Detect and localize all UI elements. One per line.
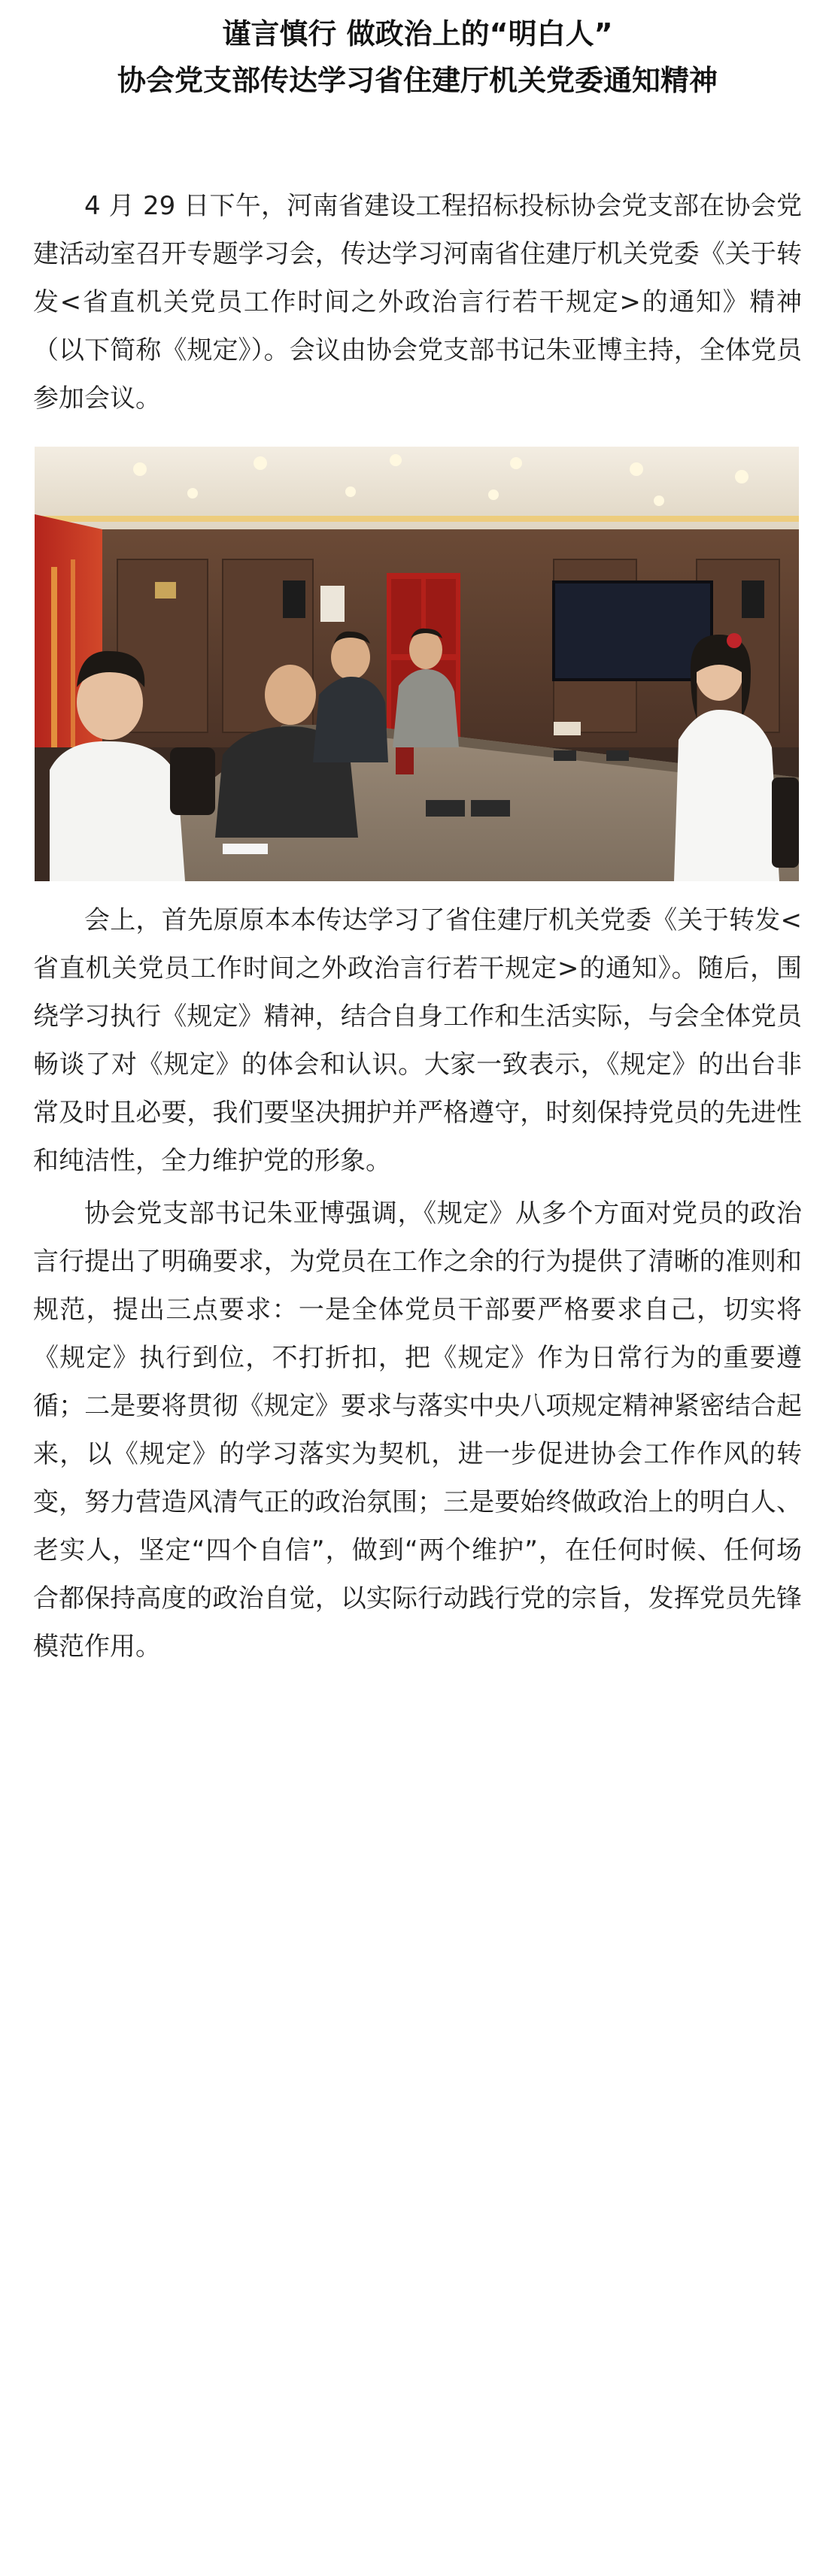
intro-section [0,182,835,423]
body-section [0,896,835,1671]
meeting-photo [35,447,799,881]
article-title-line-1: 谨言慎行 做政治上的“明白人” [222,17,613,50]
paragraph-intro: 4 月 29 日下午，河南省建设工程招标投标协会党支部在协会党建活动室召开专题学习会，传达学习河南省住建厅机关党委《关于转发<省直机关党员工作时间之外政治言行若干规定>的通知》精神（以下简称《规定》）。会议由协会党支部书记朱亚博主持，全体党员参加会议。 [33,191,802,414]
article-title-line-2: 协会党支部传达学习省住建厅机关党委通知精神 [117,64,718,97]
paragraph-requirements: 协会党支部书记朱亚博强调，《规定》从多个方面对党员的政治言行提出了明确要求，为党员在工作之余的行为提供了清晰的准则和规范，提出三点要求：一是全体党员干部要严格要求自己，切实将《规定》执行到位，不打折扣，把《规定》作为日常行为的重要遵循；二是要将贯彻《规定》要求与落实中央八项规定精神紧密结合起来，以《规定》的学习落实为契机，进一步促进协会工作作风的转变，努力营造风清气正的政治氛围；三是要始终做政治上的明白人、老实人，坚定“四个自信”，做到“两个维护”，在任何时候、任何场合都保持高度的政治自觉，以实际行动践行党的宗旨，发挥党员先锋模范作用。 [33,1199,802,1662]
meeting-room-illustration [35,447,799,881]
paragraph-study: 会上，首先原原本本传达学习了省住建厅机关党委《关于转发<省直机关党员工作时间之外政治言行若干规定>的通知》。随后，围绕学习执行《规定》精神，结合自身工作和生活实际，与会全体党员畅谈了对《规定》的体会和认识。大家一致表示，《规定》的出台非常及时且必要，我们要坚决拥护并严格遵守，时刻保持党员的先进性和纯洁性，全力维护党的形象。 [33,905,802,1176]
